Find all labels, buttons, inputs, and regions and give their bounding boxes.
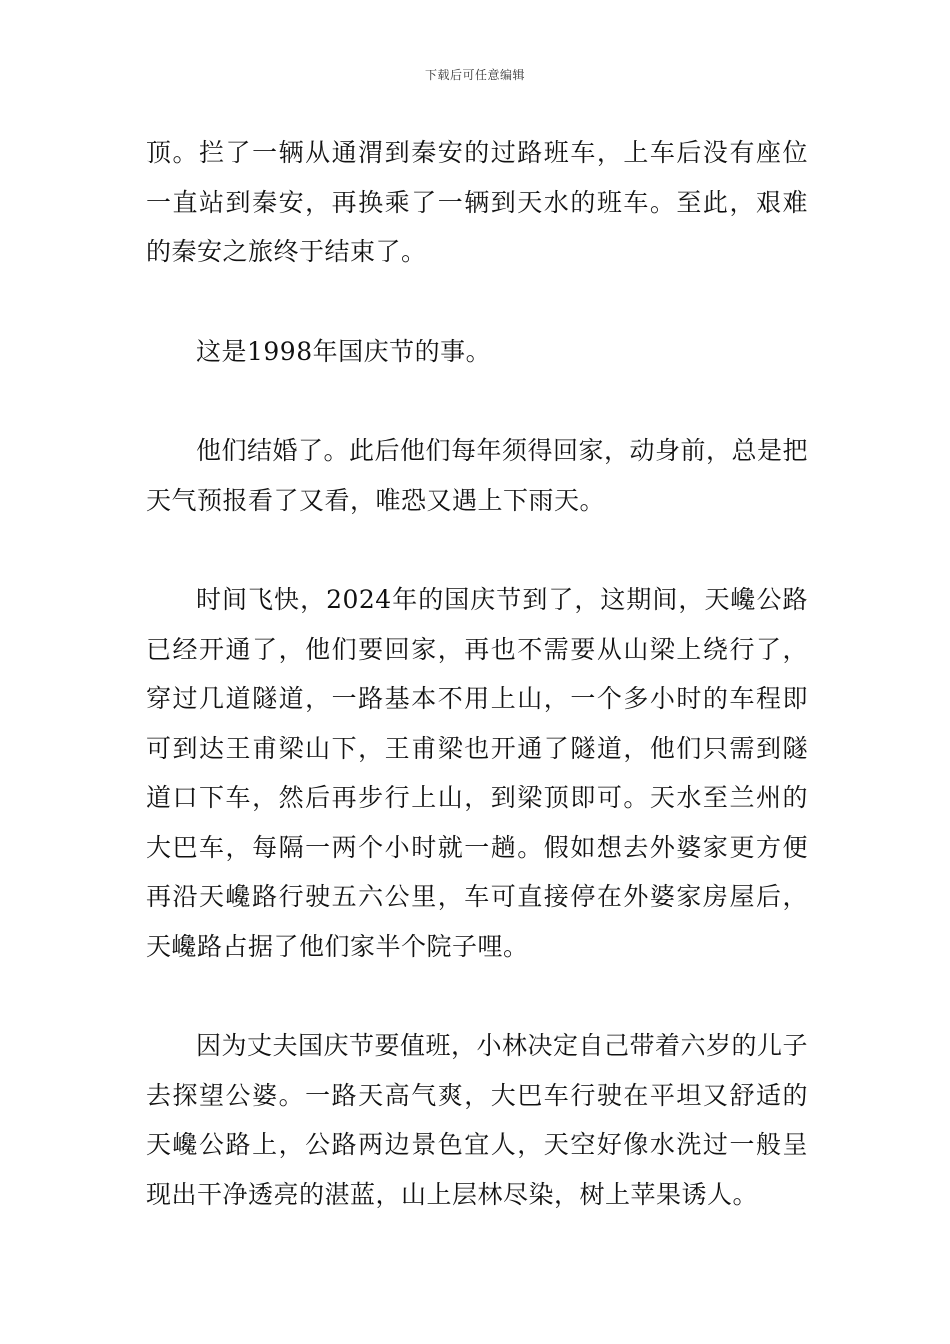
paragraph: 因为丈夫国庆节要值班，小林决定自己带着六岁的儿子去探望公婆。一路天高气爽，大巴车行驶在平坦又舒适的天巉公路上，公路两边景色宜人，天空好像水洗过一般呈现出干净透亮的湛蓝，山上层林尽染，树上苹果诱人。	[146, 1031, 809, 1209]
paragraph-continuation: 顶。拦了一辆从通渭到秦安的过路班车，上车后没有座位一直站到秦安，再换乘了一辆到天水的班车。至此，艰难的秦安之旅终于结束了。	[146, 138, 808, 266]
page-header-note: 下载后可任意编辑	[424, 68, 525, 82]
paragraph: 这是1998年国庆节的事。	[196, 336, 492, 366]
paragraph: 时间飞快，2024年的国庆节到了，这期间，天巉公路已经开通了，他们要回家，再也不需要从山梁上绕行了，穿过几道隧道，一路基本不用上山，一个多小时的车程即可到达王甫梁山下，王甫梁也开通了隧道，他们只需到隧道口下车，然后再步行上山，到梁顶即可。天水至兰州的大巴车，每隔一两个小时就一趟。假如想去外婆家更方便再沿天巉路行驶五六公里，车可直接停在外婆家房屋后，天巉路占据了他们家半个院子哩。	[146, 585, 808, 961]
paragraph: 他们结婚了。此后他们每年须得回家，动身前，总是把天气预报看了又看，唯恐又遇上下雨天。	[146, 436, 809, 515]
document-body	[146, 128, 808, 1219]
